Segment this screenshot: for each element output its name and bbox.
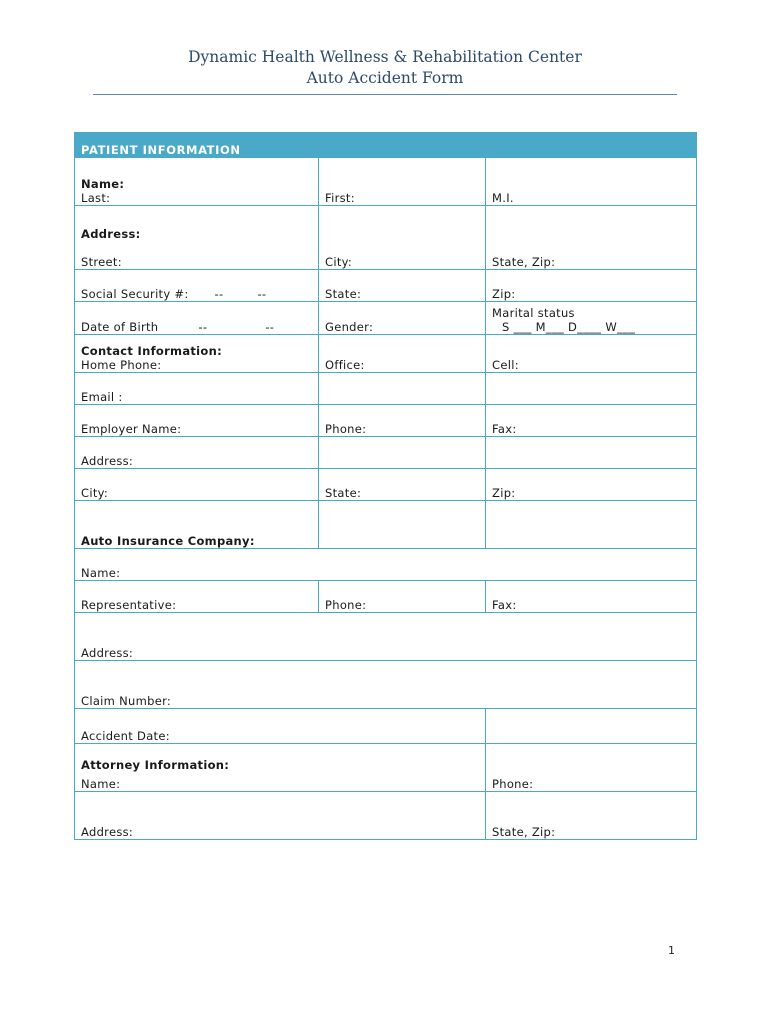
insurance-address-row (75, 613, 697, 661)
auto-insurance-heading-row (75, 501, 697, 549)
ssn-label: Social Security #: (81, 287, 189, 301)
ssn-dash-1: -- (214, 287, 224, 301)
last-name-label: Last: (81, 191, 111, 205)
auto-insurance-heading: Auto Insurance Company: (81, 534, 255, 548)
insurance-phone-field[interactable] (319, 581, 486, 613)
accident-date-field[interactable] (75, 709, 486, 744)
employer-row (75, 405, 697, 437)
auto-insurance-blank-3 (486, 501, 697, 549)
address-row (75, 206, 697, 270)
home-phone-field[interactable] (75, 335, 319, 373)
accident-date-blank[interactable] (486, 709, 697, 744)
employer-fax-field[interactable] (486, 405, 697, 437)
dob-dash-1: -- (198, 320, 208, 334)
insurance-name-row (75, 549, 697, 581)
attorney-address-label: Address: (81, 825, 134, 839)
state-label: State: (325, 287, 362, 301)
office-phone-field[interactable] (319, 335, 486, 373)
employer-city-field[interactable] (75, 469, 319, 501)
employer-address-field[interactable] (75, 437, 319, 469)
attorney-name-row (75, 744, 697, 792)
claim-number-field[interactable] (75, 661, 697, 709)
form-title: Auto Accident Form (306, 69, 464, 87)
employer-address-label: Address: (81, 454, 134, 468)
last-name-field[interactable] (75, 158, 319, 206)
employer-state-field[interactable] (319, 469, 486, 501)
email-field[interactable] (75, 373, 319, 405)
insurance-fax-field[interactable] (486, 581, 697, 613)
home-phone-label: Home Phone: (81, 358, 162, 372)
attorney-address-row (75, 792, 697, 840)
cell-phone-field[interactable] (486, 335, 697, 373)
employer-address-row (75, 437, 697, 469)
dob-dash-2: -- (265, 320, 275, 334)
section-header-blank (486, 133, 697, 158)
form-org-title: Dynamic Health Wellness & Rehabilitation Center (188, 48, 582, 66)
employer-phone-label: Phone: (325, 422, 367, 436)
contact-row (75, 335, 697, 373)
employer-fax-label: Fax: (492, 422, 517, 436)
state-zip-label: State, Zip: (492, 255, 556, 269)
cell-label: Cell: (492, 358, 519, 372)
insurance-address-field[interactable] (75, 613, 697, 661)
street-label: Street: (81, 255, 122, 269)
representative-label: Representative: (81, 598, 177, 612)
ssn-row (75, 270, 697, 302)
marital-status-field[interactable] (486, 302, 697, 335)
attorney-heading: Attorney Information: (81, 758, 230, 772)
marital-status-label: Marital status (492, 306, 575, 320)
accident-date-row (75, 709, 697, 744)
middle-initial-field[interactable] (486, 158, 697, 206)
city-field[interactable] (319, 206, 486, 270)
zip-label: Zip: (492, 287, 516, 301)
attorney-state-zip-label: State, Zip: (492, 825, 556, 839)
email-blank-2[interactable] (319, 373, 486, 405)
employer-name-field[interactable] (75, 405, 319, 437)
dob-field[interactable] (75, 302, 319, 335)
city-label: City: (325, 255, 353, 269)
street-field[interactable] (75, 206, 319, 270)
state-field[interactable] (319, 270, 486, 302)
insurance-name-label: Name: (81, 566, 121, 580)
email-label: Email : (81, 390, 123, 404)
claim-number-row (75, 661, 697, 709)
representative-row (75, 581, 697, 613)
claim-number-label: Claim Number: (81, 694, 172, 708)
insurance-fax-label: Fax: (492, 598, 517, 612)
address-heading: Address: (81, 227, 141, 241)
email-blank-3[interactable] (486, 373, 697, 405)
attorney-phone-label: Phone: (492, 777, 534, 791)
accident-date-label: Accident Date: (81, 729, 170, 743)
zip-field[interactable] (486, 270, 697, 302)
dob-label: Date of Birth (81, 320, 159, 334)
employer-zip-field[interactable] (486, 469, 697, 501)
auto-insurance-heading-cell (75, 501, 319, 549)
insurance-name-field[interactable] (75, 549, 697, 581)
gender-label: Gender: (325, 320, 374, 334)
name-row (75, 158, 697, 206)
patient-form-table (74, 132, 697, 840)
attorney-name-label: Name: (81, 777, 121, 791)
name-heading: Name: (81, 177, 125, 191)
employer-phone-field[interactable] (319, 405, 486, 437)
employer-state-label: State: (325, 486, 362, 500)
auto-insurance-blank-2 (319, 501, 486, 549)
page-number: 1 (668, 944, 675, 957)
insurance-phone-label: Phone: (325, 598, 367, 612)
section-header-row (75, 133, 697, 158)
dob-row (75, 302, 697, 335)
insurance-address-label: Address: (81, 646, 134, 660)
attorney-state-zip-field[interactable] (486, 792, 697, 840)
header-rule (93, 94, 677, 95)
employer-city-row (75, 469, 697, 501)
first-name-label: First: (325, 191, 355, 205)
employer-zip-label: Zip: (492, 486, 516, 500)
ssn-dash-2: -- (257, 287, 267, 301)
email-row (75, 373, 697, 405)
first-name-field[interactable] (319, 158, 486, 206)
office-label: Office: (325, 358, 365, 372)
marital-options: S ___ M___ D____ W___ (502, 320, 636, 334)
ssn-field[interactable] (75, 270, 319, 302)
employer-address-blank-2[interactable] (319, 437, 486, 469)
attorney-phone-field[interactable] (486, 744, 697, 792)
gender-field[interactable] (319, 302, 486, 335)
section-header-patient: PATIENT INFORMATION (75, 133, 486, 158)
mi-label: M.I. (492, 191, 514, 205)
representative-field[interactable] (75, 581, 319, 613)
employer-address-blank-3[interactable] (486, 437, 697, 469)
employer-city-label: City: (81, 486, 109, 500)
contact-heading: Contact Information: (81, 344, 223, 358)
state-zip-field[interactable] (486, 206, 697, 270)
attorney-address-field[interactable] (75, 792, 486, 840)
attorney-name-field[interactable] (75, 744, 486, 792)
employer-name-label: Employer Name: (81, 422, 182, 436)
